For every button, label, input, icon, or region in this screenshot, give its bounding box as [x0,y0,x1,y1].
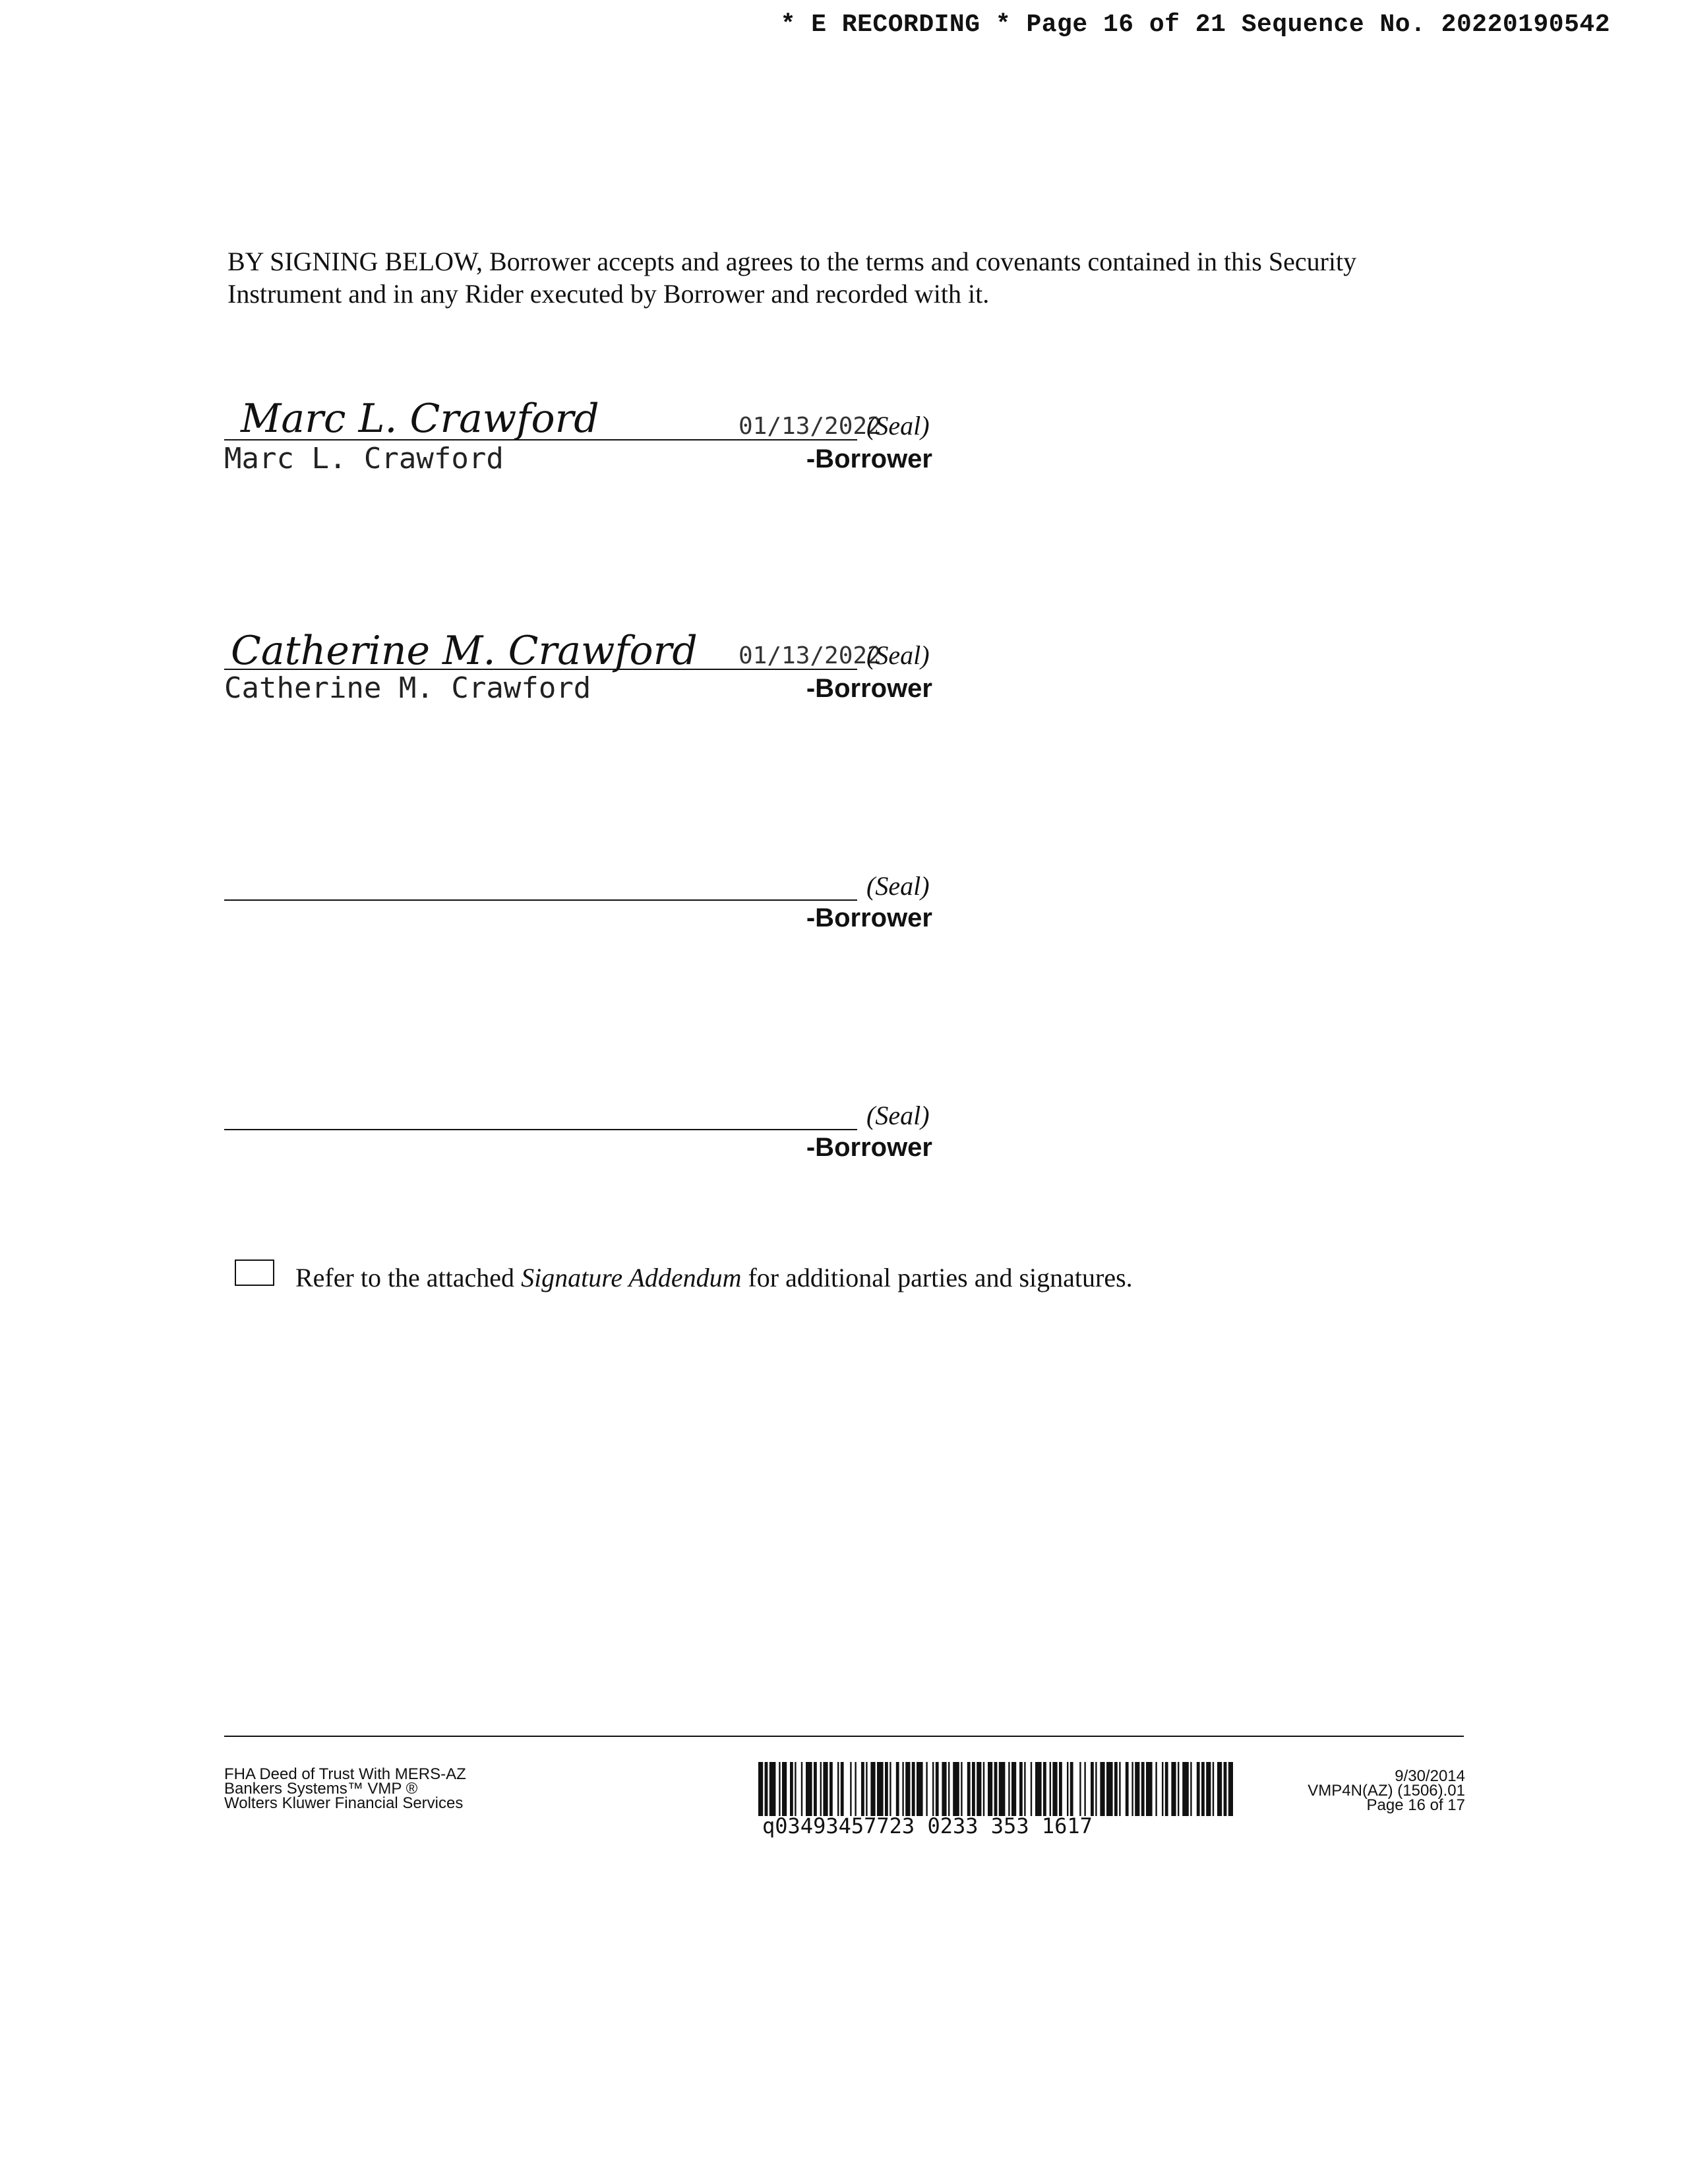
barcode-bar [885,1762,888,1816]
barcode-bar [1011,1762,1016,1816]
footer-rule [224,1736,1464,1737]
borrower-4-role: -Borrower [806,1133,932,1162]
barcode-bar [769,1762,776,1816]
barcode-bar [905,1762,910,1816]
borrower-2-date: 01/13/2022 [738,642,882,669]
barcode-bar [942,1762,946,1816]
barcode-bar [1182,1762,1189,1816]
addendum-prefix: Refer to the attached [295,1263,522,1292]
signature-addendum-text [295,1262,1133,1293]
footer-publisher: Wolters Kluwer Financial Services [224,1794,464,1812]
barcode-bar [912,1762,915,1816]
barcode-bar [1067,1762,1068,1816]
barcode-bar [1119,1762,1120,1816]
barcode-bar [820,1762,822,1816]
signature-addendum-checkbox[interactable] [235,1259,274,1286]
footer-page-number: Page 16 of 17 [1366,1796,1465,1814]
borrower-1-signature-line [224,439,699,440]
barcode-bar [1165,1762,1168,1816]
barcode-bar [999,1762,1006,1816]
barcode-bar [1201,1762,1205,1816]
addendum-suffix: for additional parties and signatures. [741,1263,1133,1292]
borrower-4-signature-line [224,1129,857,1130]
barcode-bar [972,1762,975,1816]
barcode-bar [806,1762,812,1816]
footer-vendor: Bankers Systems™ VMP ® [224,1780,418,1798]
barcode-bar [870,1762,875,1816]
barcode-bar [1217,1762,1222,1816]
barcode-bar [1050,1762,1051,1816]
borrower-1-date: 01/13/2022 [738,413,882,440]
borrower-3-signature-line [224,899,857,901]
borrower-1-role: -Borrower [806,444,932,473]
barcode-bar [866,1762,867,1816]
barcode-bar [814,1762,817,1816]
barcode-bar [837,1762,839,1816]
barcode-bar [932,1762,934,1816]
barcode-bar [779,1762,780,1816]
borrower-1-signature: Marc L. Crawford [241,396,599,442]
barcode-bar [1008,1762,1010,1816]
barcode-bar [1114,1762,1118,1816]
barcode-bar [1106,1762,1113,1816]
barcode-bar [782,1762,787,1816]
borrower-2-typed-name: Catherine M. Crawford [224,671,591,705]
barcode-bar [977,1762,981,1816]
footer-form-code: VMP4N(AZ) (1506).01 [1308,1782,1465,1800]
barcode-bar [967,1762,971,1816]
barcode-bar [877,1762,884,1816]
barcode-bar [829,1762,833,1816]
barcode-bar [988,1762,992,1816]
barcode-bar [1100,1762,1104,1816]
footer-form-title: FHA Deed of Trust With MERS-AZ [224,1765,466,1783]
barcode-bar [1091,1762,1094,1816]
barcode-bar [1095,1762,1097,1816]
barcode-bar [1213,1762,1214,1816]
barcode-bar [801,1762,802,1816]
barcode-bar [1146,1762,1153,1816]
borrower-2-signature-line [224,669,699,670]
barcode-bar [1019,1762,1023,1816]
barcode-bar [1171,1762,1176,1816]
barcode-bar [823,1762,828,1816]
barcode-bar [1162,1762,1163,1816]
barcode-bar [1135,1762,1139,1816]
barcode-bar [765,1762,768,1816]
barcode-bar [1084,1762,1085,1816]
barcode-bar [861,1762,864,1816]
borrower-2-role: -Borrower [806,674,932,703]
signing-statement: BY SIGNING BELOW, Borrower accepts and agrees to the terms and covenants contained in this Security Instrument and in any Rider executed by Borrower and recorded with it. [227,247,1357,309]
barcode-bar [790,1762,793,1816]
barcode-bar [1197,1762,1200,1816]
barcode-bar [855,1762,856,1816]
borrower-4-seal: (Seal) [866,1101,930,1130]
barcode-bar [917,1762,923,1816]
footer-form-info [224,1767,466,1811]
barcode-bar [1126,1762,1129,1816]
barcode-bar [1052,1762,1057,1816]
barcode-bar [1190,1762,1191,1816]
barcode-bar [948,1762,950,1816]
footer-date: 9/30/2014 [1395,1767,1465,1785]
barcode-bar [983,1762,984,1816]
barcode-bar [758,1762,763,1816]
barcode-bar [1178,1762,1179,1816]
barcode-bar [1228,1762,1233,1816]
barcode-bar [896,1762,899,1816]
barcode-bar [1031,1762,1032,1816]
barcode-bar [1043,1762,1046,1816]
barcode-bar [902,1762,903,1816]
barcode-bar [1079,1762,1081,1816]
barcode-bar [1155,1762,1157,1816]
addendum-emphasis: Signature Addendum [521,1263,742,1292]
borrower-1-typed-name: Marc L. Crawford [224,442,504,475]
barcode-bar [994,1762,998,1816]
barcode-bar [926,1762,927,1816]
borrower-1-seal: (Seal) [866,411,930,440]
borrower-2-signature: Catherine M. Crawford [231,628,698,674]
barcode-bar [1035,1762,1042,1816]
footer-form-version [1308,1769,1465,1813]
barcode-bar [1024,1762,1025,1816]
barcode-bar [953,1762,959,1816]
borrower-2-date-line [699,669,857,670]
barcode-bar [1206,1762,1211,1816]
barcode-bar [936,1762,939,1816]
barcode-bar [961,1762,962,1816]
barcode-bar [850,1762,851,1816]
borrower-3-role: -Borrower [806,903,932,932]
barcode-bar [889,1762,891,1816]
barcode-bar [841,1762,844,1816]
barcode-number: q03493457723 0233 353 1617 [762,1813,1093,1838]
barcode-bar [1070,1762,1073,1816]
barcode-bar [1141,1762,1145,1816]
barcode-bar [1131,1762,1133,1816]
recording-header: * E RECORDING * Page 16 of 21 Sequence No. 20220190542 [780,11,1610,39]
barcode-bar [795,1762,796,1816]
barcode-bar [1059,1762,1062,1816]
barcode-bar [1224,1762,1227,1816]
borrower-2-seal: (Seal) [866,640,930,670]
barcode-icon [758,1762,1233,1816]
borrower-3-seal: (Seal) [866,871,930,901]
borrower-1-date-line [699,439,857,440]
